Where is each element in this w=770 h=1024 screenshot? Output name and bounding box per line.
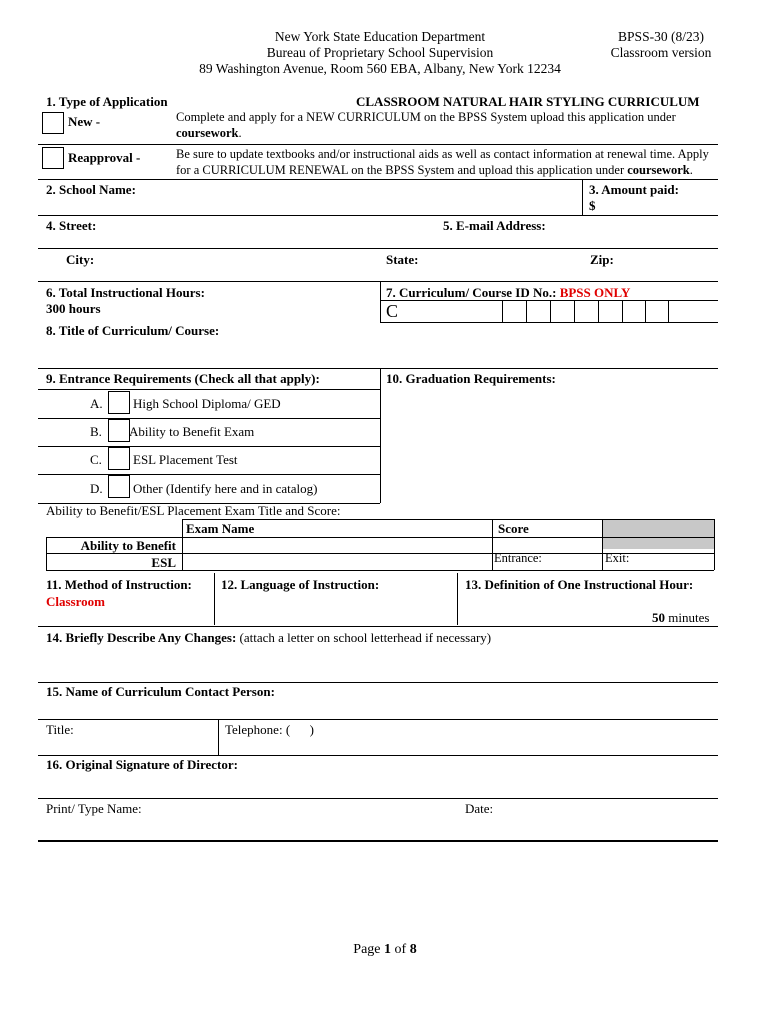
minutes-unit: minutes: [668, 610, 710, 625]
total-hours-label: 6. Total Instructional Hours:: [46, 285, 205, 300]
option-b-text: Ability to Benefit Exam: [129, 424, 255, 439]
option-c-text: ESL Placement Test: [133, 452, 238, 467]
contact-title-label: Title:: [46, 722, 74, 737]
reapproval-instructions: Be sure to update textbooks and/or instructional aids as well as contact information at renewal time. Apply for a CURRICULUM RENEWAL on the BPSS System and upload this application under coursework.: [176, 146, 721, 178]
option-a-checkbox[interactable]: [108, 391, 130, 414]
entrance-requirements-label: 9. Entrance Requirements (Check all that apply):: [46, 371, 320, 386]
ability-exam-name-field[interactable]: [183, 538, 491, 553]
street-label: 4. Street:: [46, 218, 97, 233]
form-id-block: [596, 29, 726, 61]
changes-block: [46, 630, 491, 646]
total-hours-value: 300 hours: [46, 301, 101, 316]
bottom-rule: [38, 840, 718, 842]
new-text: Complete and apply for a NEW CURRICULUM on the BPSS System upload this application under: [176, 110, 676, 124]
graduation-requirements-label: 10. Graduation Requirements:: [386, 371, 556, 386]
minutes-number: 50: [652, 610, 665, 625]
instructional-hour-label: 13. Definition of One Instructional Hour:: [465, 577, 694, 592]
school-name-label: 2. School Name:: [46, 182, 136, 197]
score-gray-cell: [602, 519, 714, 549]
reapproval-label: Reapproval -: [68, 150, 141, 165]
header-line1: New York State Education Department: [274, 29, 486, 44]
form-id: BPSS-30 (8/23): [618, 29, 704, 44]
contact-person-label: 15. Name of Curriculum Contact Person:: [46, 684, 275, 699]
email-label: 5. E-mail Address:: [443, 218, 546, 233]
reapproval-text-1: Be sure to update textbooks and/or instructional aids as well as contact information at renewal time. Apply: [176, 147, 709, 161]
option-c-checkbox[interactable]: [108, 447, 130, 470]
course-id-input[interactable]: [502, 300, 668, 322]
exam-name-header: Exam Name: [186, 521, 255, 536]
city-label: City:: [66, 252, 95, 267]
option-a-letter: A.: [90, 396, 103, 411]
exit-score-label: Exit:: [605, 551, 630, 565]
option-d-letter: D.: [90, 481, 103, 496]
print-name-label: Print/ Type Name:: [46, 801, 142, 816]
method-value: Classroom: [46, 594, 105, 609]
director-signature-label: 16. Original Signature of Director:: [46, 757, 238, 772]
option-d-text: Other (Identify here and in catalog): [133, 481, 318, 496]
option-c-letter: C.: [90, 452, 102, 467]
type-of-application-label: 1. Type of Application: [46, 94, 168, 109]
language-label: 12. Language of Instruction:: [221, 577, 380, 592]
date-label: Date:: [465, 801, 494, 816]
course-id-label-wrap: [386, 285, 630, 301]
esl-row-label: ESL: [151, 555, 176, 570]
method-label: 11. Method of Instruction:: [46, 577, 192, 592]
reapproval-checkbox[interactable]: [42, 147, 64, 169]
changes-label: 14. Briefly Describe Any Changes:: [46, 630, 237, 645]
option-a-text: High School Diploma/ GED: [133, 396, 281, 411]
amount-paid-label: 3. Amount paid:: [589, 182, 679, 197]
entrance-score-label: Entrance:: [494, 551, 542, 565]
header-line3: 89 Washington Avenue, Room 560 EBA, Albany, New York 12234: [199, 61, 561, 76]
course-title-label: 8. Title of Curriculum/ Course:: [46, 323, 220, 338]
new-text-bold: coursework: [176, 126, 239, 140]
exam-caption: Ability to Benefit/ESL Placement Exam Title and Score:: [46, 503, 341, 518]
score-header: Score: [498, 521, 529, 536]
header-line2: Bureau of Proprietary School Supervision: [266, 45, 494, 60]
new-instructions: Complete and apply for a NEW CURRICULUM on the BPSS System upload this application under coursework.: [176, 109, 721, 141]
form-version: Classroom version: [610, 45, 712, 60]
option-b-checkbox[interactable]: [108, 419, 130, 442]
new-label: New -: [68, 114, 101, 129]
course-id-prefix: C: [386, 301, 399, 321]
option-d-checkbox[interactable]: [108, 475, 130, 498]
amount-currency: $: [589, 198, 596, 213]
bpss-only-note: BPSS ONLY: [559, 285, 631, 300]
course-id-label: 7. Curriculum/ Course ID No.:: [386, 285, 557, 300]
curriculum-title: CLASSROOM NATURAL HAIR STYLING CURRICULUM: [356, 94, 700, 109]
state-label: State:: [386, 252, 419, 267]
contact-telephone-label: Telephone: ( ): [225, 722, 314, 737]
school-name-field[interactable]: [150, 182, 575, 214]
agency-header: [190, 29, 570, 77]
zip-label: Zip:: [590, 252, 614, 267]
new-checkbox[interactable]: [42, 112, 64, 134]
changes-note: (attach a letter on school letterhead if necessary): [239, 630, 492, 645]
option-b-letter: B.: [90, 424, 102, 439]
instructional-hour-value: [652, 610, 709, 626]
page-number: Page 1 of 8: [353, 942, 417, 957]
ability-benefit-row-label: Ability to Benefit: [80, 538, 176, 553]
esl-exam-name-field[interactable]: [183, 554, 491, 569]
